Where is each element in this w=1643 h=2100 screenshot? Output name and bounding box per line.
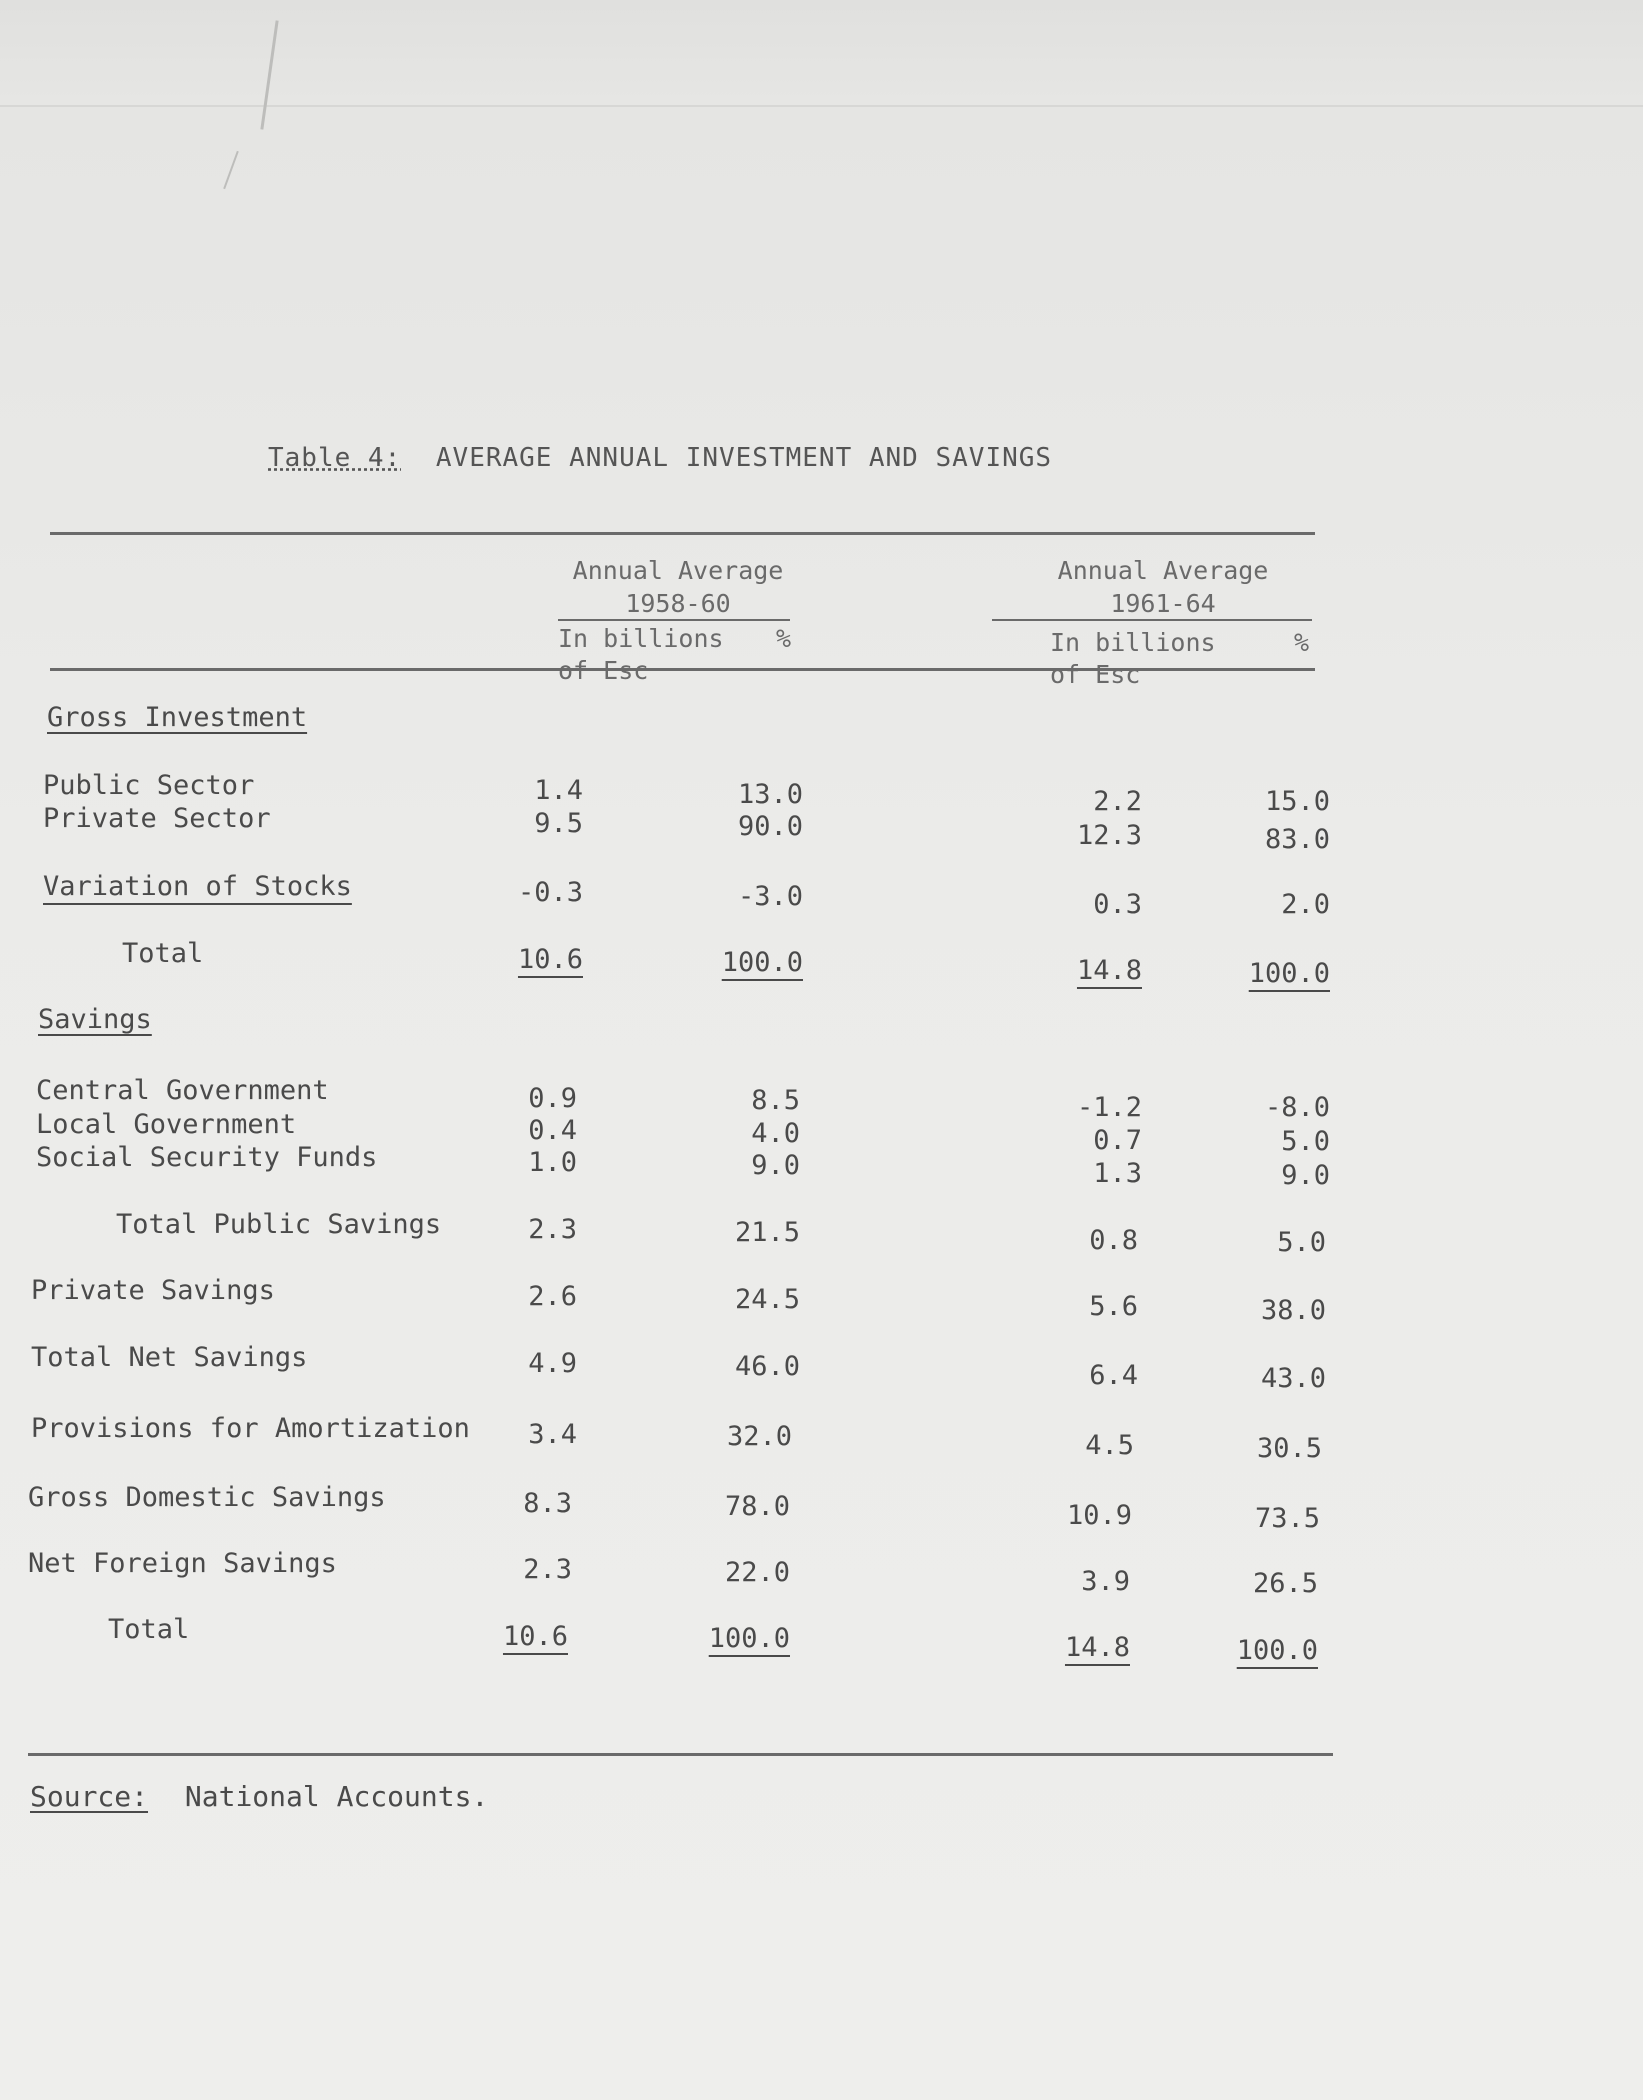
period1-line2: 1958-60 <box>625 589 731 618</box>
top-paper-band <box>0 0 1643 107</box>
private-sector-v1: 9.5 <box>534 808 583 839</box>
private-sector-p2: 83.0 <box>1264 824 1330 855</box>
row-label-total-public: Total Public Savings <box>116 1209 442 1240</box>
social-security-p2: 9.0 <box>1281 1160 1330 1191</box>
period1-percent: % <box>776 624 792 653</box>
row-label-amortization: Provisions for Amortization <box>31 1413 470 1444</box>
net-foreign-v1: 2.3 <box>523 1554 572 1585</box>
total-public-p2: 5.0 <box>1277 1227 1326 1258</box>
public-sector-p1: 13.0 <box>737 779 803 810</box>
variation-stocks-p2: 2.0 <box>1281 889 1330 920</box>
total-public-p1: 21.5 <box>734 1217 800 1248</box>
gross-domestic-v2: 10.9 <box>1066 1500 1132 1531</box>
period2-unit1: In billions <box>1050 628 1216 657</box>
total-public-v1: 2.3 <box>528 1214 577 1245</box>
private-sector-p1: 90.0 <box>737 811 803 842</box>
central-gov-v1: 0.9 <box>528 1083 577 1114</box>
period2-rule <box>992 619 1312 621</box>
section-savings: Savings <box>38 1004 152 1035</box>
section-gross-investment: Gross Investment <box>47 702 308 733</box>
period2-percent: % <box>1294 628 1310 657</box>
gross-domestic-v1: 8.3 <box>523 1488 572 1519</box>
table-title-text: AVERAGE ANNUAL INVESTMENT AND SAVINGS <box>435 443 1053 473</box>
total-investment-v1: 10.6 <box>517 944 583 975</box>
social-security-v1: 1.0 <box>528 1147 577 1178</box>
pencil-mark <box>223 151 239 189</box>
total-net-v2: 6.4 <box>1089 1360 1138 1391</box>
variation-stocks-p1: -3.0 <box>737 881 803 912</box>
private-savings-p2: 38.0 <box>1260 1295 1326 1326</box>
total-savings-p1: 100.0 <box>708 1623 790 1654</box>
table-number: Table 4: <box>268 443 402 473</box>
period1-unit2: of Esc <box>558 656 649 685</box>
source-note <box>30 1780 488 1813</box>
public-sector-v2: 2.2 <box>1093 786 1142 817</box>
total-investment-p2: 100.0 <box>1248 958 1330 989</box>
private-sector-v2: 12.3 <box>1076 820 1142 851</box>
net-foreign-v2: 3.9 <box>1081 1566 1130 1597</box>
source-text: National Accounts. <box>184 1780 489 1813</box>
table-title <box>268 443 1052 473</box>
bottom-rule <box>28 1753 1333 1756</box>
local-gov-p2: 5.0 <box>1281 1126 1330 1157</box>
central-gov-p1: 8.5 <box>751 1085 800 1116</box>
total-investment-v2: 14.8 <box>1076 955 1142 986</box>
central-gov-v2: -1.2 <box>1076 1092 1142 1123</box>
row-label-public-sector: Public Sector <box>43 770 255 801</box>
period2-line2: 1961-64 <box>1110 589 1216 618</box>
social-security-v2: 1.3 <box>1093 1158 1142 1189</box>
public-sector-v1: 1.4 <box>534 775 583 806</box>
row-label-private-savings: Private Savings <box>31 1275 275 1306</box>
row-label-private-sector: Private Sector <box>43 803 271 834</box>
total-savings-v2: 14.8 <box>1064 1632 1130 1663</box>
local-gov-v2: 0.7 <box>1093 1125 1142 1156</box>
variation-stocks-v1: -0.3 <box>517 877 583 908</box>
source-key: Source: <box>30 1780 149 1813</box>
gross-domestic-p2: 73.5 <box>1254 1503 1320 1534</box>
local-gov-v1: 0.4 <box>528 1115 577 1146</box>
amortization-v2: 4.5 <box>1085 1430 1134 1461</box>
social-security-p1: 9.0 <box>751 1150 800 1181</box>
row-label-gross-domestic: Gross Domestic Savings <box>28 1482 386 1513</box>
row-label-social-security: Social Security Funds <box>36 1142 378 1173</box>
total-investment-p1: 100.0 <box>721 947 803 978</box>
total-net-p2: 43.0 <box>1260 1363 1326 1394</box>
row-label-local-gov: Local Government <box>36 1109 297 1140</box>
total-savings-p2: 100.0 <box>1236 1635 1318 1666</box>
amortization-v1: 3.4 <box>528 1419 577 1450</box>
row-label-central-gov: Central Government <box>36 1075 329 1106</box>
total-savings-v1: 10.6 <box>502 1621 568 1652</box>
variation-stocks-v2: 0.3 <box>1093 889 1142 920</box>
period1-rule <box>558 619 790 621</box>
row-label-net-foreign: Net Foreign Savings <box>28 1548 337 1579</box>
total-net-v1: 4.9 <box>528 1348 577 1379</box>
net-foreign-p2: 26.5 <box>1252 1568 1318 1599</box>
top-rule <box>50 532 1315 535</box>
private-savings-v1: 2.6 <box>528 1281 577 1312</box>
local-gov-p1: 4.0 <box>751 1118 800 1149</box>
total-public-v2: 0.8 <box>1089 1225 1138 1256</box>
period1-line1: Annual Average <box>572 556 784 585</box>
period2-unit2: of Esc <box>1050 660 1141 689</box>
row-label-total-savings: Total <box>108 1614 190 1645</box>
private-savings-p1: 24.5 <box>734 1284 800 1315</box>
row-label-total-investment: Total <box>122 938 204 969</box>
period1-unit1: In billions <box>558 624 724 653</box>
amortization-p1: 32.0 <box>726 1421 792 1452</box>
private-savings-v2: 5.6 <box>1089 1291 1138 1322</box>
central-gov-p2: -8.0 <box>1264 1092 1330 1123</box>
period2-line1: Annual Average <box>1057 556 1269 585</box>
total-net-p1: 46.0 <box>734 1351 800 1382</box>
gross-domestic-p1: 78.0 <box>724 1491 790 1522</box>
amortization-p2: 30.5 <box>1256 1433 1322 1464</box>
row-label-variation-stocks: Variation of Stocks <box>43 871 352 902</box>
public-sector-p2: 15.0 <box>1264 786 1330 817</box>
net-foreign-p1: 22.0 <box>724 1557 790 1588</box>
row-label-total-net: Total Net Savings <box>31 1342 308 1373</box>
